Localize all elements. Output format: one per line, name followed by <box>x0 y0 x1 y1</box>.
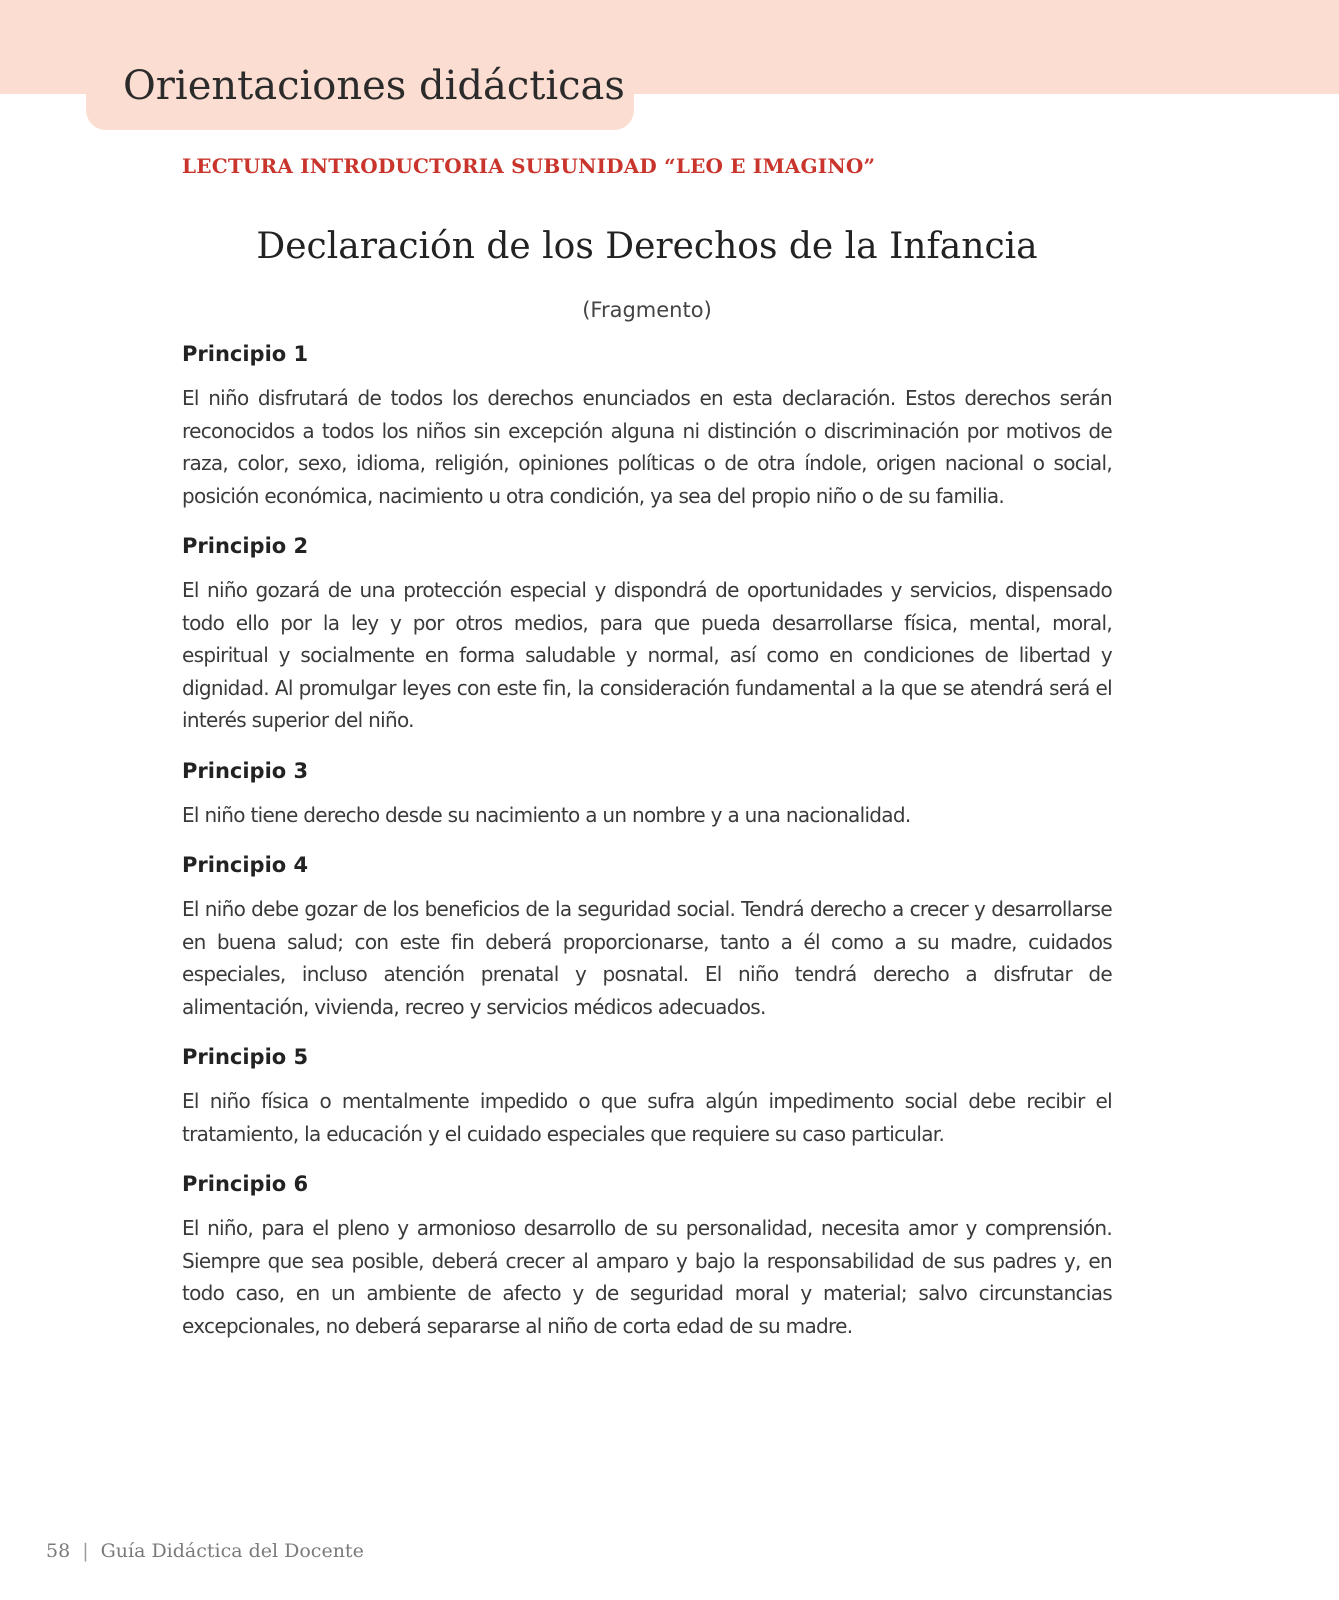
principle-heading: Principio 2 <box>182 534 309 558</box>
principle-text: El niño, para el pleno y armonioso desarrollo de su personalidad, necesita amor y comprensión. Siempre que sea posible, deberá crecer al amparo y bajo la responsabilidad de sus padres y, en todo caso, en un ambiente de afecto y de seguridad moral y material; salvo circunstancias excepcionales, no deberá separarse al niño de corta edad de su madre. <box>182 1216 1112 1338</box>
section-title: Orientaciones didácticas <box>123 63 625 109</box>
principle-text: El niño debe gozar de los beneficios de la seguridad social. Tendrá derecho a crecer y desarrollarse en buena salud; con este fin deberá proporcionarse, tanto a él como a su madre, cuidados especiales, incluso atención prenatal y posnatal. El niño tendrá derecho a disfrutar de alimentación, vivienda, recreo y servicios médicos adecuados. <box>182 897 1112 1019</box>
principle-text: El niño gozará de una protección especial y dispondrá de oportunidades y servicios, dispensado todo ello por la ley y por otros medios, para que pueda desarrollarse física, mental, moral, espiritual y socialmente en forma saludable y normal, así como en condiciones de libertad y dignidad. Al promulgar leyes con este fin, la consideración fundamental a la que se atendrá será el interés superior del niño. <box>182 578 1112 732</box>
document-subtitle: (Fragmento) <box>582 298 712 322</box>
page-footer <box>46 1540 364 1562</box>
principle-6 <box>182 1170 1112 1342</box>
footer-separator: | <box>82 1540 89 1562</box>
principle-5 <box>182 1043 1112 1150</box>
page-number: 58 <box>46 1540 71 1562</box>
book-title: Guía Didáctica del Docente <box>100 1540 364 1562</box>
document-title: Declaración de los Derechos de la Infancia <box>256 226 1038 267</box>
principle-heading: Principio 3 <box>182 758 309 783</box>
subunit-heading: LECTURA INTRODUCTORIA SUBUNIDAD “LEO E IMAGINO” <box>182 154 876 178</box>
principle-heading: Principio 6 <box>182 1172 309 1196</box>
principle-2 <box>182 532 1112 737</box>
principle-1 <box>182 340 1112 512</box>
principle-4 <box>182 851 1112 1023</box>
principle-3 <box>182 757 1112 832</box>
principle-heading: Principio 5 <box>182 1045 309 1069</box>
principle-heading: Principio 1 <box>182 342 309 366</box>
principle-text: El niño disfrutará de todos los derechos enunciados en esta declaración. Estos derechos serán reconocidos a todos los niños sin excepción alguna ni distinción o discriminación por motivos de raza, color, sexo, idioma, religión, opiniones políticas o de otra índole, origen nacional o social, posición económica, nacimiento u otra condición, ya sea del propio niño o de su familia. <box>182 386 1112 508</box>
principle-text: El niño tiene derecho desde su nacimiento a un nombre y a una nacionalidad. <box>182 802 911 827</box>
principle-text: El niño física o mentalmente impedido o que sufra algún impedimento social debe recibir el tratamiento, la educación y el cuidado especiales que requiere su caso particular. <box>182 1089 1112 1146</box>
principles-list <box>182 340 1112 1362</box>
principle-heading: Principio 4 <box>182 853 309 877</box>
